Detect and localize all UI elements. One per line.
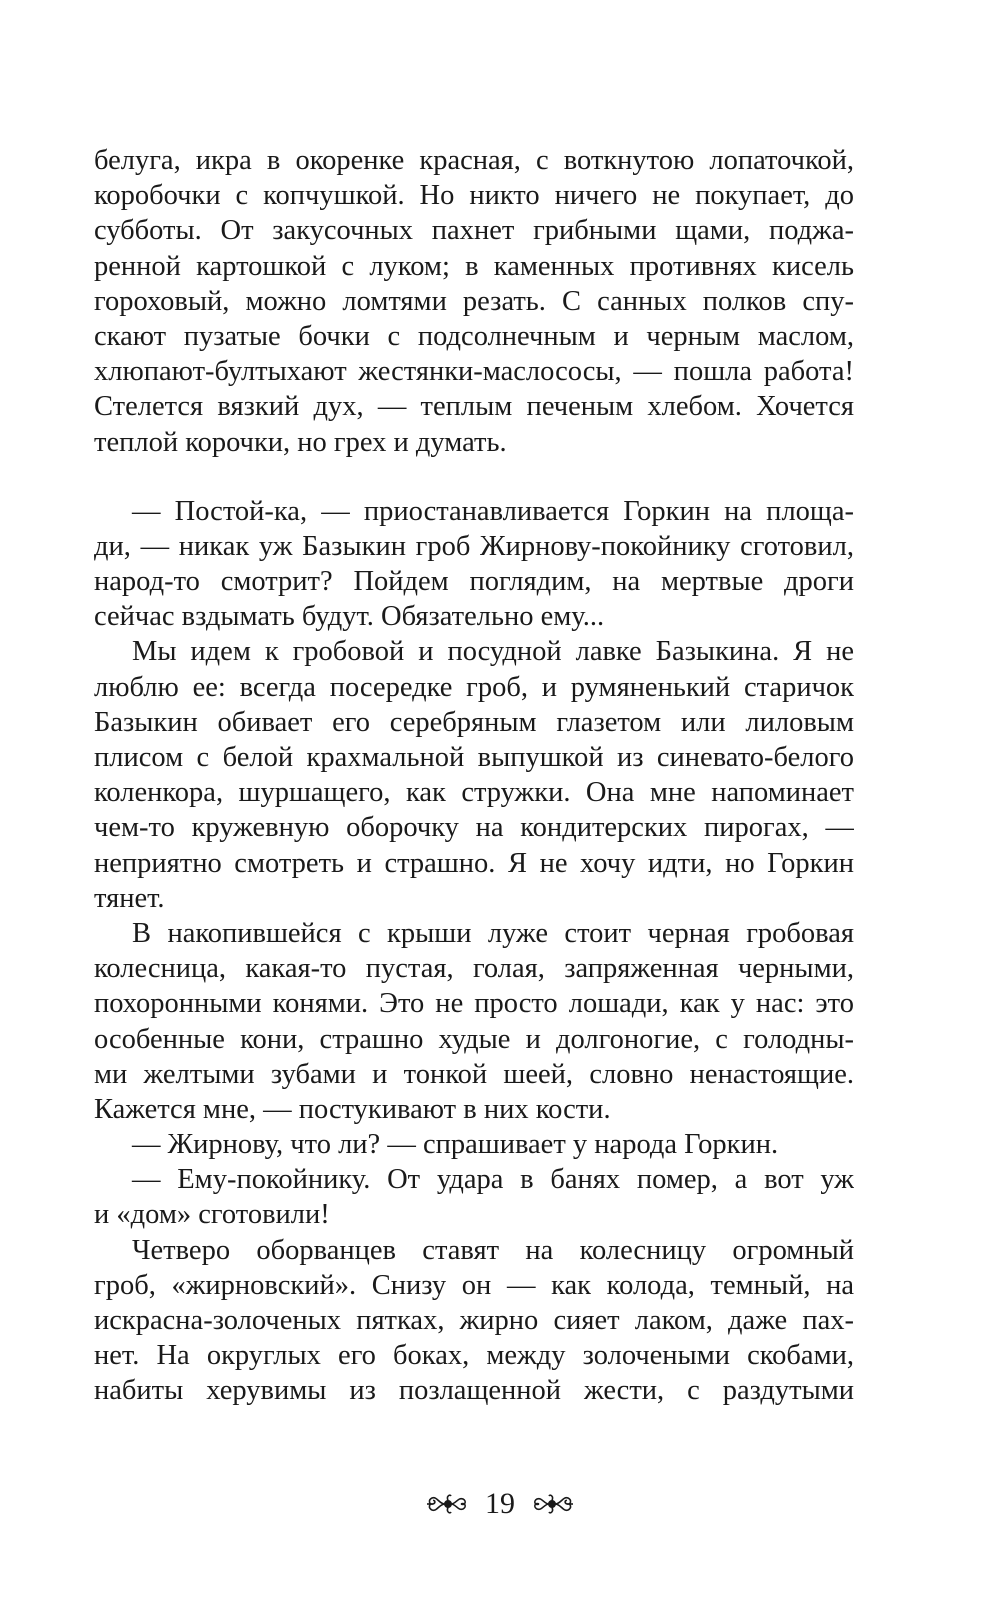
text-line: чем-то кружевную оборочку на кондитерских пирогах, —	[94, 812, 854, 844]
text-line: белуга, икра в окоренке красная, с воткнутою лопаточкой,	[94, 145, 854, 176]
text-line: плисом с белой крахмальной выпушкой из синевато-белого	[94, 742, 854, 773]
page-number: 19	[485, 1487, 515, 1520]
text-line: коробочки с копчушкой. Но никто ничего не покупает, до	[94, 180, 854, 212]
text-line: Кажется мне, — постукивают в них кости.	[94, 1093, 611, 1125]
text-line: скают пузатые бочки с подсолнечным и черным маслом,	[94, 320, 854, 352]
text-line: — Постой-ка, — приостанавливается Горкин на площа-	[132, 495, 854, 527]
text-line: искрасна-золоченых пятках, жирно сияет лаком, даже пах-	[94, 1305, 854, 1336]
text-line: ми желтыми зубами и тонкой шеей, словно ненастоящие.	[94, 1058, 854, 1090]
text-line: Мы идем к гробовой и посудной лавке Базыкина. Я не	[132, 636, 854, 668]
text-line: ди, — никак уж Базыкин гроб Жирнову-покойнику сготовил,	[94, 530, 854, 562]
page-text-block	[94, 143, 854, 1409]
text-line: набиты херувимы из позлащенной жести, с раздутыми	[94, 1375, 854, 1407]
text-line: похоронными конями. Это не просто лошади, как у нас: это	[94, 988, 854, 1020]
text-line: колесница, какая-то пустая, голая, запряженная черными,	[94, 953, 854, 985]
text-line: — Ему-покойнику. От удара в банях помер, а вот уж	[132, 1164, 854, 1196]
text-line: гроб, «жирновский». Снизу он — как колода, темный, на	[94, 1269, 854, 1301]
fleuron-left-icon	[425, 1491, 471, 1517]
text-line: гороховый, можно ломтями резать. С санных полков спу-	[94, 285, 854, 317]
text-line: особенные кони, страшно худые и долгоногие, с голодны-	[94, 1023, 854, 1055]
text-line: и «дом» сготовили!	[94, 1199, 330, 1231]
text-line: Стелется вязкий дух, — теплым печеным хлебом. Хочется	[94, 391, 854, 423]
section-break	[94, 460, 854, 494]
text-line: В накопившейся с крыши луже стоит черная гробовая	[132, 917, 854, 949]
text-line: люблю ее: всегда посередке гроб, и румяненький старичок	[94, 671, 854, 703]
text-line: сейчас вздымать будут. Обязательно ему...	[94, 601, 605, 633]
text-line: нет. На округлых его боках, между золочеными скобами,	[94, 1340, 854, 1372]
text-line: ренной картошкой с луком; в каменных противнях кисель	[94, 250, 854, 282]
text-line: Четверо оборванцев ставят на колесницу огромный	[132, 1234, 854, 1266]
text-line: коленкора, шуршащего, как стружки. Она мне напоминает	[94, 777, 854, 809]
page-footer	[0, 1484, 1000, 1524]
text-line: народ-то смотрит? Пойдем поглядим, на мертвые дроги	[94, 566, 854, 598]
text-line: Базыкин обивает его серебряным глазетом или лиловым	[94, 706, 854, 738]
fleuron-right-icon	[529, 1491, 575, 1517]
text-line: тянет.	[94, 882, 165, 914]
text-line: неприятно смотреть и страшно. Я не хочу идти, но Горкин	[94, 847, 854, 879]
text-line: субботы. От закусочных пахнет грибными щами, поджа-	[94, 215, 854, 247]
text-line: хлюпают-бултыхают жестянки-маслососы, — пошла работа!	[94, 356, 854, 388]
text-line: теплой корочки, но грех и думать.	[94, 426, 507, 458]
text-line: — Жирнову, что ли? — спрашивает у народа Горкин.	[132, 1129, 779, 1161]
